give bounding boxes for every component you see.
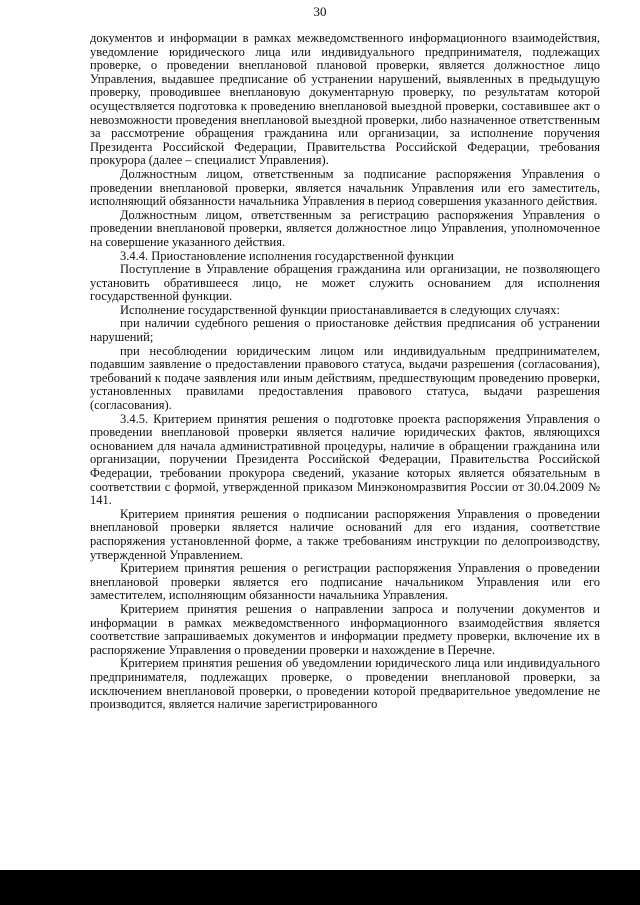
paragraph: Критерием принятия решения о направлении запроса и получении документов и информации в рамках межведомственного информационного взаимодействия является соответствие запрашиваемых документов и информации предмету проверки, включение их в распоряжение Управления о проведении проверки и нахождение в Перечне.	[90, 601, 600, 657]
scan-border	[0, 870, 640, 905]
paragraph: 3.4.5. Критерием принятия решения о подготовке проекта распоряжения Управления о проведении внеплановой проверки является наличие юридических фактов, являющихся основанием для начала административной процедуры, наличие в обращении гражданина или организации, поручении Президента Российской Федерации, Правительства Российской Федерации, требовании прокурора сведений, указание которых является обязательным в соответствии с формой, утвержденной приказом Минэкономразвития России от 30.04.2009 № 141.	[90, 411, 600, 508]
paragraph: Исполнение государственной функции приостанавливается в следующих случаях:	[120, 302, 560, 317]
document-body	[90, 32, 600, 712]
paragraph: при наличии судебного решения о приостановке действия предписания об устранении нарушений;	[90, 316, 600, 345]
paragraph: Критерием принятия решения об уведомлении юридического лица или индивидуального предпринимателя, подлежащих проверке, о проведении внеплановой проверки, за исключением внеплановой проверки, о проведении которой предварительное уведомление не производится, является наличие зарегистрированного	[90, 656, 600, 712]
paragraph: Поступление в Управление обращения гражданина или организации, не позволяющего установить обратившееся лицо, не может служить основанием для исполнения государственной функции.	[90, 262, 600, 304]
paragraph: Должностным лицом, ответственным за подписание распоряжения Управления о проведении внеплановой проверки, является начальник Управления или его заместитель, исполняющий обязанности начальника Управления в период совершения указанного действия.	[90, 166, 600, 209]
page-number: 30	[313, 4, 327, 19]
paragraph: Критерием принятия решения о регистрации распоряжения Управления о проведении внеплановой проверки является его подписание начальником Управления или его заместителем, исполняющим обязанности начальника Управления.	[90, 561, 600, 603]
paragraph: Должностным лицом, ответственным за регистрацию распоряжения Управления о проведении внеплановой проверки, является должностное лицо Управления, уполномоченное на совершение указанного действия.	[90, 207, 600, 249]
paragraph-continuation: документов и информации в рамках межведомственного информационного взаимодействия, уведомление юридического лица или индивидуального предпринимателя, подлежащих проверке, о проведении внеплановой плановой проверки, является должностное лицо Управления, выдавшее предписание об устранении нарушений, выявленных в предыдущую проверку, проводившее внеплановую документарную проверку, по результатам которой осуществляется подготовка к проведению внеплановой выездной проверки, составившее акт о невозможности проведения внеплановой выездной проверки, либо назначенное ответственным за рассмотрение обращения гражданина или организации, за исполнение поручения Президента Российской Федерации, Правительства Российской Федерации, требования прокурора (далее – специалист Управления).	[90, 31, 600, 168]
section-heading: 3.4.4. Приостановление исполнения государственной функции	[120, 248, 454, 263]
paragraph: при несоблюдении юридическим лицом или индивидуальным предпринимателем, подавшим заявление о предоставлении правового статуса, выдачи разрешения (согласования), требований к подаче заявления или иным действиям, предшествующим проведению проверки, установленных правилами предоставления правового статуса, выдачи разрешения (согласования).	[90, 343, 600, 413]
paragraph: Критерием принятия решения о подписании распоряжения Управления о проведении внеплановой проверки является наличие оснований для его издания, соответствие распоряжения установленной форме, а также требованиям инструкции по делопроизводству, утвержденной Управлением.	[90, 506, 600, 562]
